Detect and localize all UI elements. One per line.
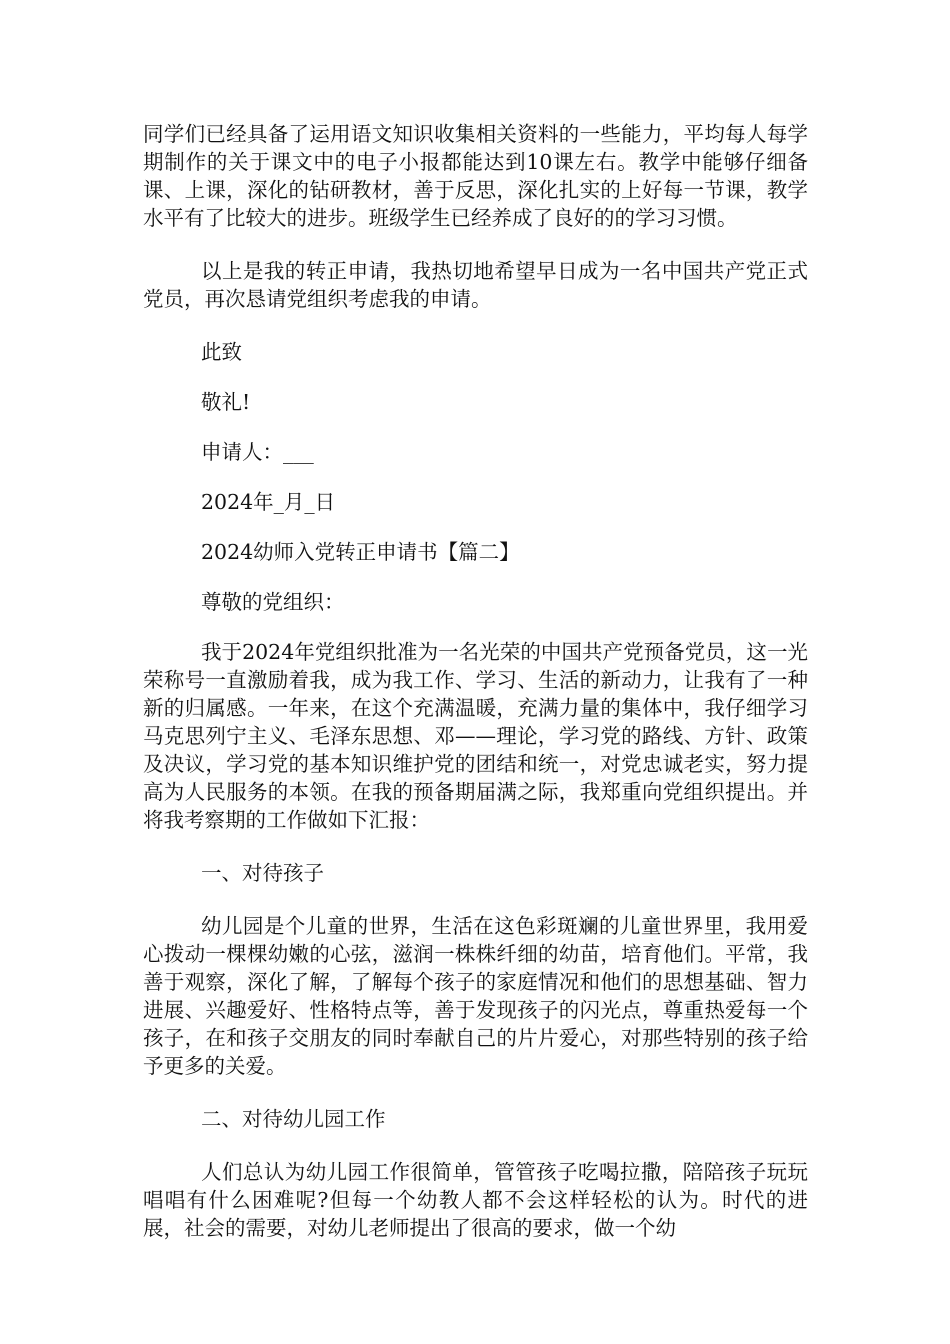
heading-kindergarten-work: 二、对待幼儿园工作 xyxy=(201,1107,386,1131)
applicant-signature-line: 申请人：___ xyxy=(201,440,314,464)
greeting-party-organization: 尊敬的党组织： xyxy=(201,590,345,614)
paragraph-introduction: 我于2024年党组织批准为一名光荣的中国共产党预备党员，这一光荣称号一直激励着我，成为我工作、学习、生活的新动力，让我有了一种新的归属感。一年来，在这个充满温暖，充满力量的集体中，我仔细学习马克思列宁主义、毛泽东思想、邓——理论，学习党的路线、方针、政策及决议，学习党的基本知识维护党的团结和统一，对党忠诚老实，努力提高为人民服务的本领。在我的预备期届满之际，我郑重向党组织提出。并将我考察期的工作做如下汇报： xyxy=(143,640,808,832)
salutation-cizhi: 此致 xyxy=(201,340,242,364)
paragraph-kindergarten-work: 人们总认为幼儿园工作很简单，管管孩子吃喝拉撒，陪陪孩子玩玩唱唱有什么困难呢?但每一个幼教人都不会这样轻松的认为。时代的进展，社会的需要，对幼儿老师提出了很高的要求，做一个幼 xyxy=(143,1160,808,1240)
salutation-jingli: 敬礼! xyxy=(201,390,251,414)
date-line: 2024年_月_日 xyxy=(201,490,336,514)
heading-treating-children: 一、对待孩子 xyxy=(201,861,324,885)
section-title-part-two: 2024幼师入党转正申请书【篇二】 xyxy=(201,540,520,564)
paragraph-application-closing: 以上是我的转正申请，我热切地希望早日成为一名中国共产党正式党员，再次恳请党组织考虑我的申请。 xyxy=(143,259,808,311)
paragraph-children: 幼儿园是个儿童的世界，生活在这色彩斑斓的儿童世界里，我用爱心拨动一棵棵幼嫩的心弦，滋润一株株纤细的幼苗，培育他们。平常，我善于观察，深化了解，了解每个孩子的家庭情况和他们的思想基础、智力进展、兴趣爱好、性格特点等，善于发现孩子的闪光点，尊重热爱每一个孩子，在和孩子交朋友的同时奉献自己的片片爱心，对那些特别的孩子给予更多的关爱。 xyxy=(143,914,808,1078)
document-body xyxy=(143,120,808,1242)
paragraph-teaching-summary: 同学们已经具备了运用语文知识收集相关资料的一些能力，平均每人每学期制作的关于课文中的电子小报都能达到10课左右。教学中能够仔细备课、上课，深化的钻研教材，善于反思，深化扎实的上好每一节课，教学水平有了比较大的进步。班级学生已经养成了良好的的学习习惯。 xyxy=(143,122,808,230)
